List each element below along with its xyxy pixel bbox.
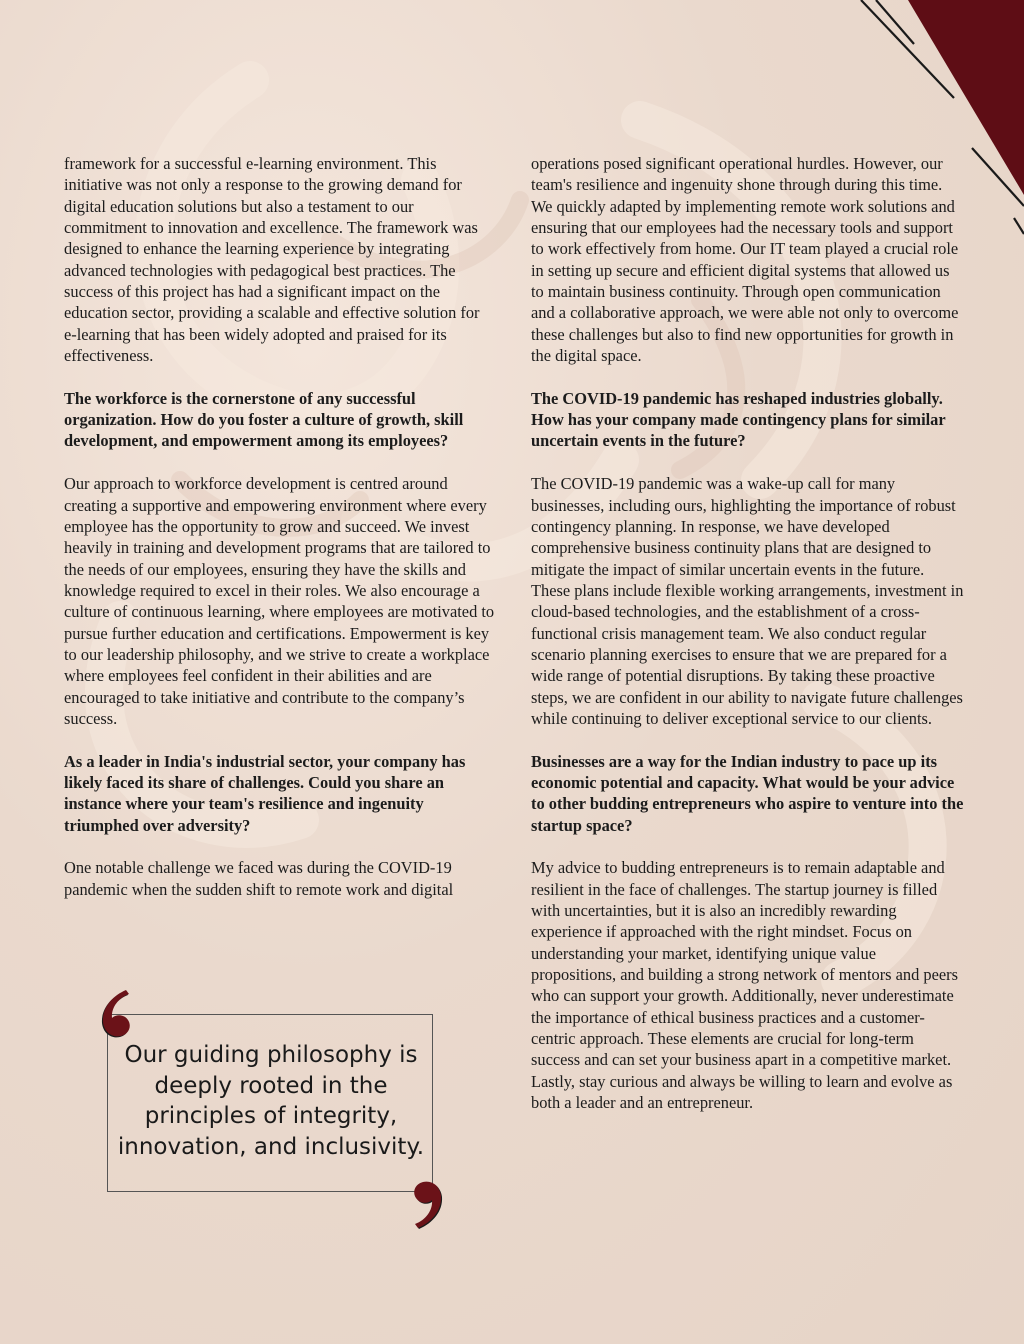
interview-question: As a leader in India's industrial sector, your company has likely faced its share of challenges. Could you share an instance where your team's resilience and ingenuity triumphed over adversity?: [64, 751, 466, 835]
answer-paragraph: Our approach to workforce development is centred around creating a supportive and empowering environment where every employee has the opportunity to grow and succeed. We invest heavily in training and development programs that are tailored to the needs of our employees, ensuring they have the skills and knowledge required to excel in their roles. We also encourage a culture of continuous learning, where employees are motivated to pursue further education and certifications. Empowerment is key to our leadership philosophy, and we strive to create a workplace where employees feel confident in their abilities and are encouraged to take initiative and contribute to the company’s success.: [64, 474, 495, 728]
answer-paragraph: One notable challenge we faced was during the COVID-19 pandemic when the sudden shift to remote work and digital: [64, 858, 454, 899]
answer-paragraph: The COVID-19 pandemic was a wake-up call for many businesses, including ours, highlighting the importance of robust contingency planning. In response, we have developed comprehensive business continuity plans that are designed to mitigate the impact of similar uncertain events in the future. These plans include flexible working arrangements, investment in cloud-based technologies, and the establishment of a cross-functional crisis management team. We also conduct regular scenario planning exercises to ensure that we are prepared for a wide range of potential disruptions. By taking these proactive steps, we are confident in our ability to navigate future challenges while continuing to deliver exceptional service to our clients.: [531, 474, 964, 728]
answer-paragraph: My advice to budding entrepreneurs is to remain adaptable and resilient in the face of challenges. The startup journey is filled with uncertainties, but it is also an incredibly rewarding experience if approached with the right mindset. Focus on understanding your market, identifying unique value propositions, and building a strong network of mentors and peers who can support your growth. Additionally, never underestimate the importance of ethical business practices and a customer-centric approach. These elements are crucial for long-term success and can set your business apart in a competitive market. Lastly, stay curious and always be willing to learn and evolve as both a leader and an entrepreneur.: [531, 858, 958, 1113]
open-quote-icon: [96, 986, 136, 1042]
right-column: [531, 153, 965, 1135]
interview-question: The COVID-19 pandemic has reshaped industries globally. How has your company made contingency plans for similar uncertain events in the future?: [531, 388, 946, 451]
answer-paragraph: operations posed significant operational hurdles. However, our team's resilience and ingenuity shone through during this time. We quickly adapted by implementing remote work solutions and ensuring that our employees had the necessary tools and support to work effectively from home. Our IT team played a crucial role in setting up secure and efficient digital systems that allowed us to maintain business continuity. Through open communication and a collaborative approach, we were able not only to overcome these challenges but also to find new opportunities for growth in the digital space.: [531, 154, 959, 366]
left-column: [64, 153, 496, 921]
answer-paragraph: framework for a successful e-learning environment. This initiative was not only a response to the growing demand for digital education solutions but also a testament to our commitment to innovation and excellence. The framework was designed to enhance the learning experience by integrating advanced technologies with pedagogical best practices. The success of this project has had a significant impact on the education sector, providing a scalable and effective solution for e-learning that has been widely adopted and praised for its effectiveness.: [64, 154, 480, 366]
pull-quote-text: Our guiding philosophy is deeply rooted in the principles of integrity, innovation, and inclusivity.: [117, 1042, 425, 1160]
close-quote-icon: [408, 1176, 448, 1232]
interview-question: Businesses are a way for the Indian industry to pace up its economic potential and capacity. What would be your advice to other budding entrepreneurs who aspire to venture into the startup space?: [531, 751, 964, 835]
interview-question: The workforce is the cornerstone of any successful organization. How do you foster a culture of growth, skill development, and empowerment among its employees?: [64, 388, 464, 451]
